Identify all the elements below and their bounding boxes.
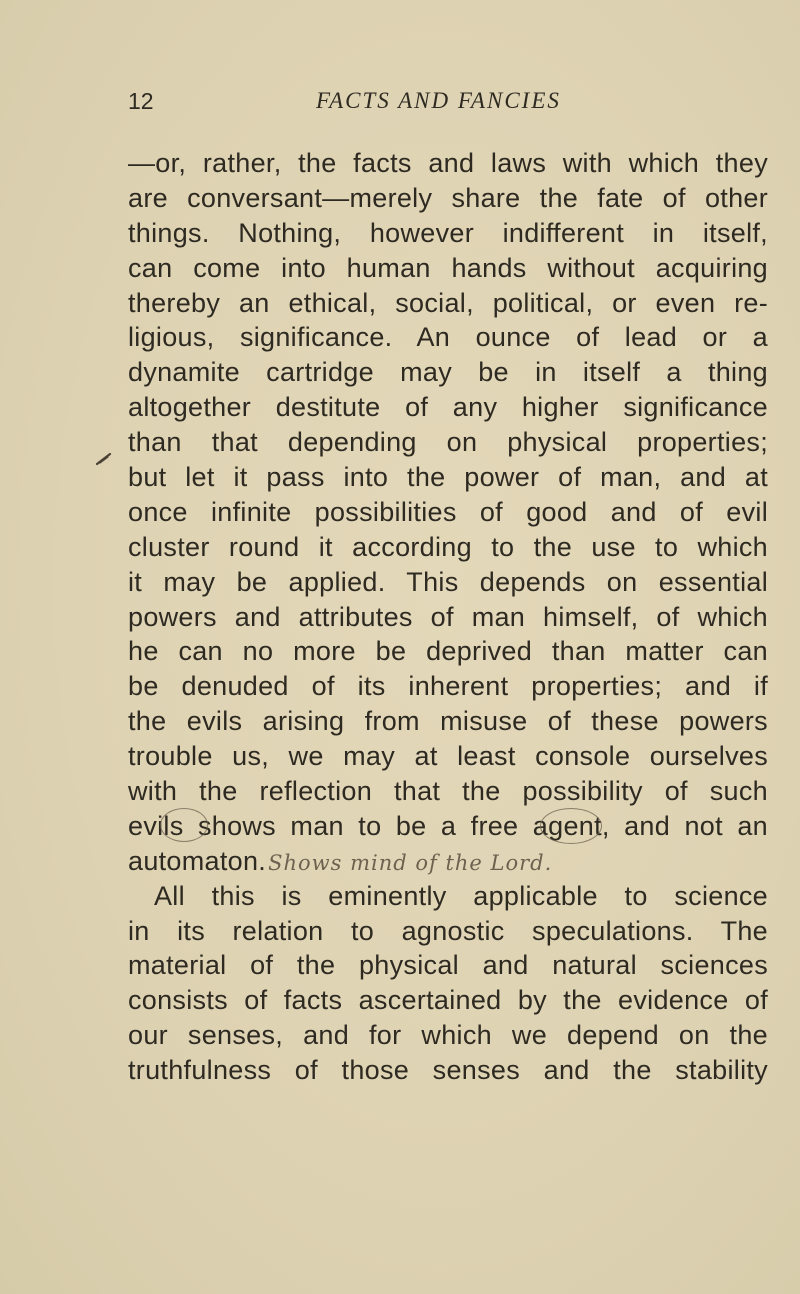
text-line: but let it pass into the power of man, and at	[128, 462, 768, 493]
text-line: our senses, and for which we depend on the	[128, 1020, 768, 1051]
text-line: trouble us, we may at least console ourselves	[128, 741, 768, 772]
text-line: in its relation to agnostic speculations. The	[128, 915, 768, 946]
running-title: FACTS AND FANCIES	[316, 88, 561, 113]
text-line: with the reflection that the possibility of such	[128, 776, 768, 807]
text-line: he can no more be deprived than matter can	[128, 636, 768, 667]
text-line: cluster round it according to the use to which	[128, 531, 768, 562]
pencil-circle-mark	[160, 808, 208, 842]
text-line: are conversant—merely share the fate of other	[128, 182, 768, 213]
paragraph-first-line: All this is eminently applicable to science	[154, 880, 768, 911]
text-line-with-annotation	[128, 844, 768, 879]
text-line: —or, rather, the facts and laws with which they	[128, 148, 768, 178]
page-number: 12	[128, 88, 154, 114]
text-line: evils shows man to be a free agent, and not an	[128, 810, 768, 841]
text-line: powers and attributes of man himself, of which	[128, 601, 768, 632]
text-line: can come into human hands without acquiring	[128, 252, 768, 283]
body-text	[128, 146, 768, 1088]
handwritten-annotation: Shows mind of the Lord.	[268, 850, 553, 875]
text-line: truthfulness of those senses and the stability	[128, 1055, 768, 1086]
text-line: thereby an ethical, social, political, or even re-	[128, 287, 768, 318]
text-line: things. Nothing, however indifferent in itself,	[128, 217, 768, 248]
pencil-tick-mark	[96, 452, 112, 466]
text-line: be denuded of its inherent properties; and if	[128, 671, 768, 702]
text-line: the evils arising from misuse of these powers	[128, 706, 768, 737]
text-line: dynamite cartridge may be in itself a thing	[128, 357, 768, 388]
pencil-circle-mark	[540, 808, 602, 844]
text-line: material of the physical and natural sciences	[128, 950, 768, 981]
text-line: consists of facts ascertained by the evidence of	[128, 985, 768, 1016]
text-line: ligious, significance. An ounce of lead or a	[128, 322, 768, 353]
text-line: altogether destitute of any higher significance	[128, 392, 768, 423]
text-line: it may be applied. This depends on essential	[128, 566, 768, 597]
text-line: once infinite possibilities of good and of evil	[128, 496, 768, 527]
running-head	[128, 88, 728, 118]
text-line: than that depending on physical properties;	[128, 427, 768, 458]
text-line: automaton.	[128, 845, 267, 876]
